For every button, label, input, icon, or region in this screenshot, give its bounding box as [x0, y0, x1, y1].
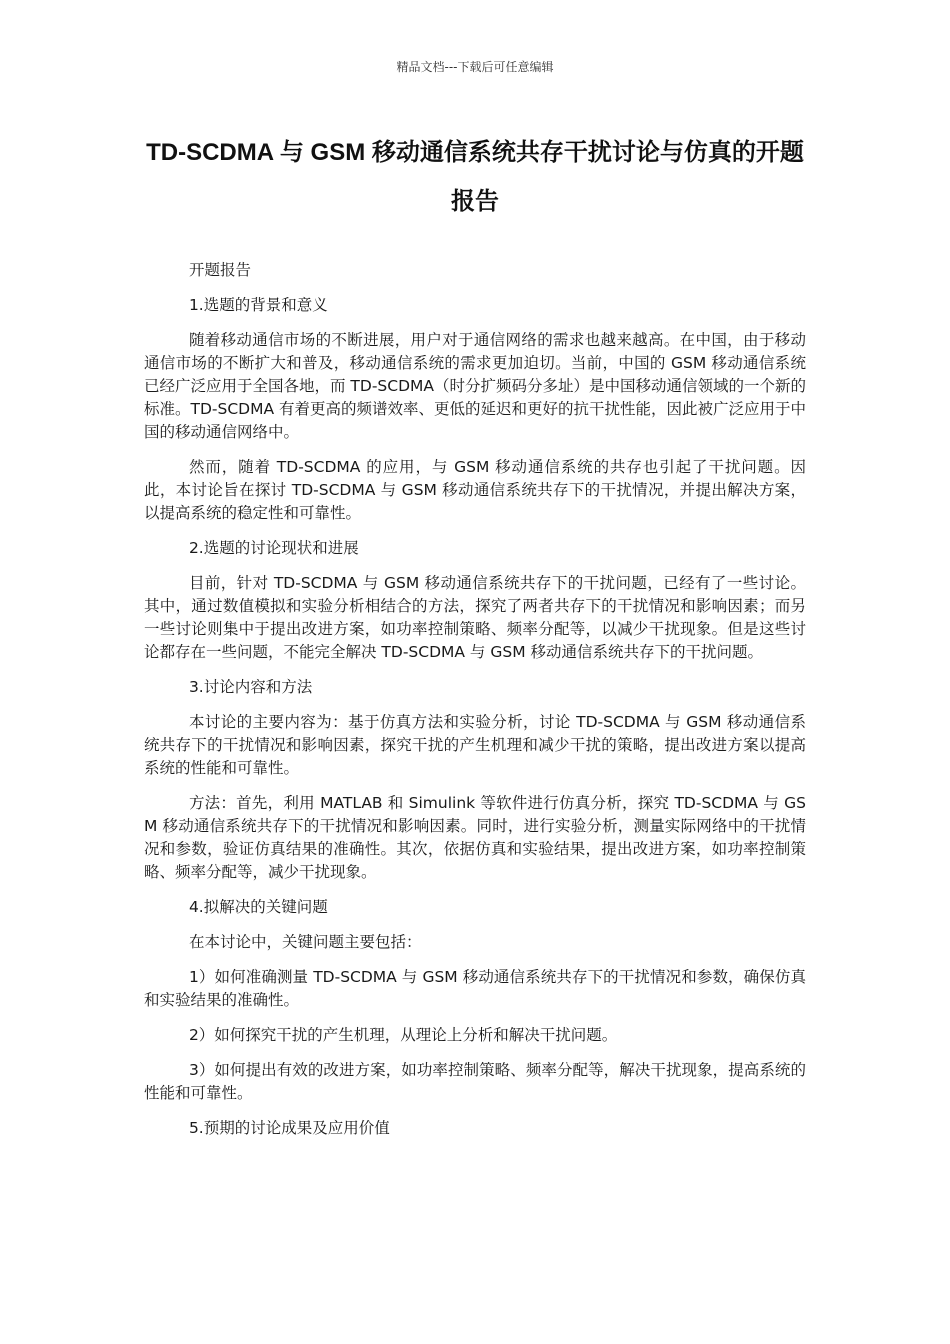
page-header-note: 精品文档---下载后可任意编辑	[396, 60, 554, 74]
section-heading-key-issues: 4.拟解决的关键问题	[188, 898, 328, 916]
paragraph-status: 目前，针对 TD-SCDMA 与 GSM 移动通信系统共存下的干扰问题，已经有了一些讨论。其中，通过数值模拟和实验分析相结合的方法，探究了两者共存下的干扰情况和影响因素；而另一些讨论则集中于提出改进方案，如功率控制策略、频率分配等，以减少干扰现象。但是这些讨论都存在一些问题，不能完全解决 TD-SCDMA 与 GSM 移动通信系统共存下的干扰问题。	[144, 574, 806, 661]
list-item-issue-1: 1）如何准确测量 TD-SCDMA 与 GSM 移动通信系统共存下的干扰情况和参数，确保仿真和实验结果的准确性。	[144, 968, 806, 1009]
paragraph-background: 随着移动通信市场的不断进展，用户对于通信网络的需求也越来越高。在中国，由于移动通信市场的不断扩大和普及，移动通信系统的需求更加迫切。当前，中国的 GSM 移动通信系统已经广泛应用于全国各地，而 TD-SCDMA（时分扩频码分多址）是中国移动通信领域的一个新的标准。TD-SCDMA 有着更高的频谱效率、更低的延迟和更好的抗干扰性能，因此被广泛应用于中国的移动通信网络中。	[144, 331, 806, 441]
section-heading-status: 2.选题的讨论现状和进展	[188, 539, 359, 557]
section-heading-expected-results: 5.预期的讨论成果及应用价值	[188, 1119, 390, 1137]
section-heading-background: 1.选题的背景和意义	[188, 296, 328, 314]
list-item-issue-2: 2）如何探究干扰的产生机理，从理论上分析和解决干扰问题。	[188, 1026, 618, 1044]
paragraph-problem: 然而，随着 TD-SCDMA 的应用，与 GSM 移动通信系统的共存也引起了干扰问题。因此，本讨论旨在探讨 TD-SCDMA 与 GSM 移动通信系统共存下的干扰情况，并提出解决方案，以提高系统的稳定性和可靠性。	[144, 458, 806, 522]
list-item-issue-3: 3）如何提出有效的改进方案，如功率控制策略、频率分配等，解决干扰现象，提高系统的性能和可靠性。	[144, 1061, 806, 1102]
document-title: TD-SCDMA 与 GSM 移动通信系统共存干扰讨论与仿真的开题报告	[146, 139, 804, 215]
section-heading-content-method: 3.讨论内容和方法	[188, 678, 313, 696]
document-body	[144, 259, 806, 1152]
paragraph-content: 本讨论的主要内容为：基于仿真方法和实验分析，讨论 TD-SCDMA 与 GSM 移动通信系统共存下的干扰情况和影响因素，探究干扰的产生机理和减少干扰的策略，提出改进方案以提高系统的性能和可靠性。	[144, 713, 806, 777]
section-label-proposal: 开题报告	[188, 261, 251, 279]
paragraph-method: 方法：首先，利用 MATLAB 和 Simulink 等软件进行仿真分析，探究 TD-SCDMA 与 GSM 移动通信系统共存下的干扰情况和影响因素。同时，进行实验分析，测量实际网络中的干扰情况和参数，验证仿真结果的准确性。其次，依据仿真和实验结果，提出改进方案，如功率控制策略、频率分配等，减少干扰现象。	[144, 794, 806, 881]
paragraph-key-issues-intro: 在本讨论中，关键问题主要包括：	[188, 933, 422, 951]
